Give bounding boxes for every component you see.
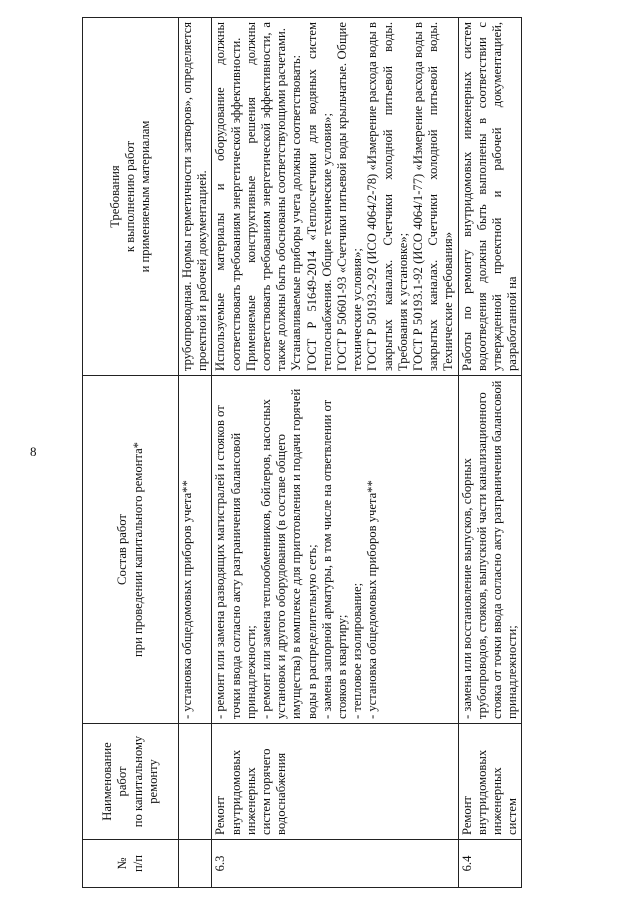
header-requirements-line: Требования	[107, 165, 122, 228]
requirement-item: Используемые материалы и оборудование должны соответствовать требованиям энергетической эффективности.	[213, 22, 243, 371]
requirement-item: ГОСТ Р 50601-93 «Счетчики питьевой воды крыльчатые. Общие технические условия»;	[335, 22, 365, 371]
requirement-item: Работы по ремонту внутридомовых инженерных систем водоотведения должны быть выполнены в соответствии с утвержденной проектной и рабочей документацией, разработанной на	[459, 22, 520, 371]
header-composition-line: при проведении капитального ремонта*	[130, 442, 145, 657]
page-number: 8	[30, 444, 37, 459]
works-table	[82, 17, 522, 888]
composition-item: - установка общедомовых приборов учета**	[365, 480, 380, 719]
continuation-num-cell	[179, 840, 212, 888]
header-composition-line: Состав работ	[115, 514, 130, 585]
header-num-line: п/п	[130, 855, 145, 872]
row-requirements	[212, 18, 458, 376]
row-name: Ремонт внутридомовых инженерных систем	[458, 724, 522, 840]
requirement-item: Устанавливаемые приборы учета должны соответствовать:	[289, 54, 304, 371]
table-header-row	[83, 18, 179, 888]
header-name-line: работ	[115, 766, 130, 797]
composition-item: - замена запорной арматуры, в том числе на ответвлении от стояков в квартиру;	[319, 399, 350, 719]
header-name-line: по капитальному	[130, 735, 145, 828]
continuation-composition-text: - установка общедомовых приборов учета**	[180, 480, 194, 719]
composition-item: - ремонт или замена теплообменников, бойлеров, насосных установок и другого оборудования (в составе общего имущества) в комплексе для приготовления и подачи горячей воды в распределительную сеть;	[259, 388, 319, 719]
continuation-requirements-cell	[179, 18, 212, 376]
header-name	[83, 724, 179, 840]
header-requirements-line: к выполнению работ	[122, 140, 137, 253]
table-row	[458, 18, 522, 888]
rotated-table-container	[82, 18, 532, 888]
continuation-requirements-text: трубопроводная. Нормы герметичности затворов», определяется проектной и рабочей документацией.	[180, 22, 210, 371]
row-name: Ремонт внутридомовых инженерных систем горячего водоснабжения	[212, 724, 458, 840]
header-composition	[83, 376, 179, 724]
requirement-item: ГОСТ Р 50193.1-92 (ИСО 4064/1-77) «Измерение расхода воды в закрытых каналах. Счетчики холодной питьевой воды. Технические требования»	[411, 22, 456, 371]
header-name-line: ремонту	[145, 759, 160, 804]
header-num	[83, 840, 179, 888]
requirement-item: ГОСТ Р 51649-2014 «Теплосчетчики для водяных систем теплоснабжения. Общие технические условия»;	[304, 22, 334, 371]
continuation-composition-cell	[179, 376, 212, 724]
table-row	[212, 18, 458, 888]
composition-item: - тепловое изолирование;	[350, 582, 365, 719]
composition-item: - замена или восстановление выпусков, сборных трубопроводов, стояков, выпускной части канализационного стояка от точки ввода согласно акту разграничения балансовой принадлежности;	[459, 380, 520, 719]
continuation-name-cell	[179, 724, 212, 840]
requirement-item: ГОСТ Р 50193.2-92 (ИСО 4064/2-78) «Измерение расхода воды в закрытых каналах. Счетчики холодной питьевой воды. Требования к установке»;	[365, 22, 410, 371]
row-composition	[458, 376, 522, 724]
header-name-line: Наименование	[100, 742, 115, 821]
row-composition	[212, 376, 458, 724]
row-requirements	[458, 18, 522, 376]
header-requirements	[83, 18, 179, 376]
header-requirements-line: и применяемым материалам	[138, 120, 153, 273]
header-num-line: №	[115, 857, 130, 870]
continuation-row	[179, 18, 212, 888]
requirement-item: Применяемые конструктивные решения должны соответствовать требованиям энергетической эффективности, а также должны быть обоснованы соответствующими расчетами.	[243, 22, 289, 371]
row-number: 6.3	[212, 840, 458, 888]
row-number: 6.4	[458, 840, 522, 888]
composition-item: - ремонт или замена разводящих магистралей и стояков от точки ввода согласно акту разграничения балансовой принадлежности;	[213, 405, 258, 719]
